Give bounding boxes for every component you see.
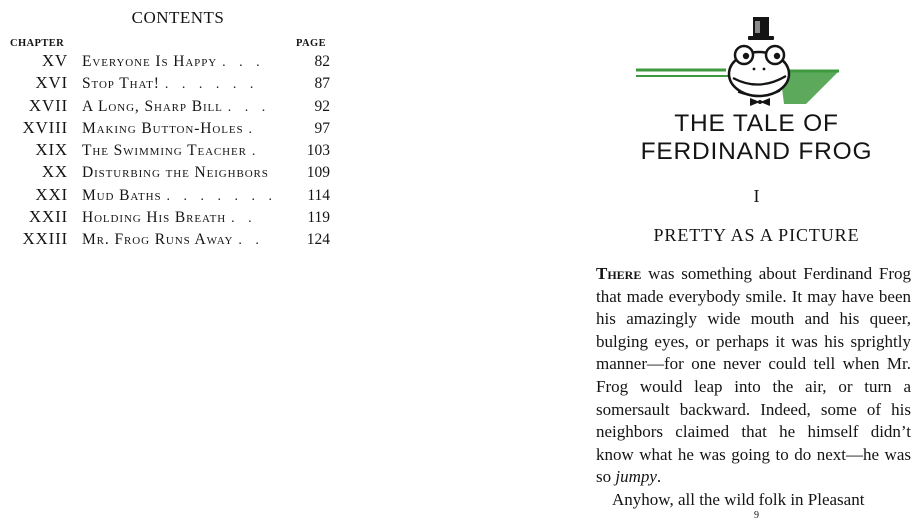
folio-page-number: 9 xyxy=(754,510,759,521)
book-title-line-1: THE TALE OF xyxy=(674,110,839,137)
chapter-number: XV xyxy=(41,51,68,70)
chapter-title: Everyone Is Happy xyxy=(82,53,218,70)
leader-dots: . . xyxy=(238,233,264,249)
chapter-number-heading: I xyxy=(753,186,760,206)
chapter-number: XXII xyxy=(28,207,68,227)
chapter-number: XXIII xyxy=(22,229,68,249)
page-number: 87 xyxy=(314,75,330,93)
toc-entry xyxy=(10,51,330,73)
page-number: 97 xyxy=(314,119,330,137)
chapter-title: Making Button-Holes xyxy=(82,119,244,137)
chapter-title: Disturbing the Neighbors xyxy=(82,164,269,182)
leader-dots: . . . . . . xyxy=(164,77,259,93)
page-number: 109 xyxy=(306,164,330,182)
toc-entry xyxy=(10,229,330,251)
toc-entry xyxy=(10,140,330,162)
emphasized-word: jumpy xyxy=(615,467,657,487)
toc-entry xyxy=(10,73,330,95)
chapter-body-text xyxy=(596,263,911,512)
chapter-number: XVIII xyxy=(22,117,68,137)
chapter-title: Holding His Breath xyxy=(82,209,227,227)
book-title xyxy=(600,110,913,166)
page-number: 82 xyxy=(314,53,330,70)
leader-dots: . . . xyxy=(222,55,265,70)
chapter-title: The Swimming Teacher xyxy=(82,142,247,160)
book-title-line-2: FERDINAND FROG xyxy=(640,138,873,165)
page-number: 119 xyxy=(307,209,330,227)
paragraph-1-text: was something about Ferdinand Frog that made everybody smile. It may have been his amazingly wide mouth and his queer, bulging eyes, or perhaps it was his sprightly manner—for one never could tell when Mr. Frog would leap into the air, or turn a somersault backward. Indeed, some of his neighbors claimed that he himself didn’t know what he was going to do next—he was so xyxy=(596,264,911,487)
table-of-contents xyxy=(10,8,330,252)
chapter-title: Mr. Frog Runs Away xyxy=(82,231,234,249)
toc-entry xyxy=(10,118,330,140)
page-number: 124 xyxy=(306,231,330,249)
contents-column-headers xyxy=(10,38,330,49)
leader-dots: . xyxy=(248,121,257,137)
page-column-header: PAGE xyxy=(296,38,326,49)
page-number: 103 xyxy=(306,142,330,160)
paragraph-2-text: Anyhow, all the wild folk in Pleasant xyxy=(612,489,865,509)
toc-entry xyxy=(10,96,330,118)
page-number: 114 xyxy=(307,186,330,204)
toc-entry xyxy=(10,185,330,207)
toc-entry xyxy=(10,162,330,184)
frog-in-top-hat-icon xyxy=(634,12,874,112)
contents-title: CONTENTS xyxy=(131,8,225,27)
leader-dots: . . . xyxy=(227,99,271,115)
toc-entry xyxy=(10,207,330,229)
chapter-title: Stop That! xyxy=(82,75,160,93)
opening-word: There xyxy=(596,264,642,283)
chapter-title-heading: PRETTY AS A PICTURE xyxy=(653,225,860,245)
chapter-number: XIX xyxy=(35,140,68,160)
chapter-number: XXI xyxy=(35,184,68,204)
chapter-number: XVII xyxy=(28,95,68,115)
chapter-number: XVI xyxy=(35,73,68,93)
page-number: 92 xyxy=(314,97,330,115)
leader-dots: . xyxy=(251,144,261,160)
chapter-number: XX xyxy=(41,162,68,182)
leader-dots: . . . . . . . xyxy=(166,188,277,204)
chapter-title: A Long, Sharp Bill xyxy=(82,97,223,115)
leader-dots: . . xyxy=(231,211,257,227)
chapter-column-header: CHAPTER xyxy=(10,38,65,49)
chapter-title: Mud Baths xyxy=(82,186,162,204)
paragraph-1-end: . xyxy=(656,467,662,487)
